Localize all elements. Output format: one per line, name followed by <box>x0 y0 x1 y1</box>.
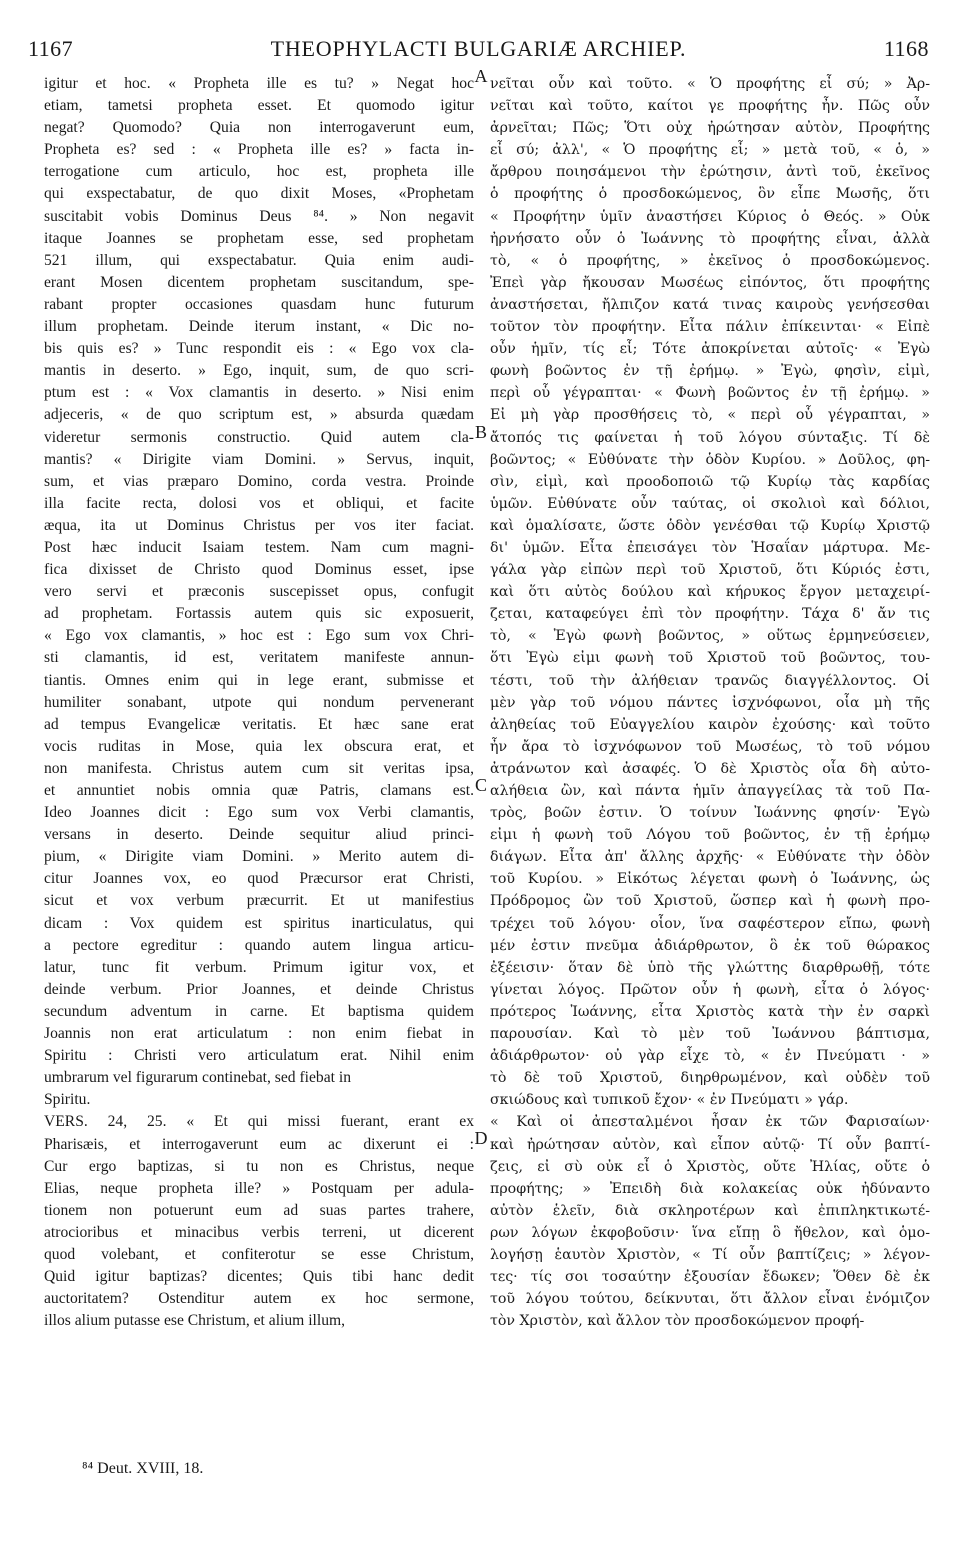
latin-line: non manifesta. Christus autem cum sit veritas ipsa, <box>44 759 474 777</box>
greek-line: « Καὶ οἱ ἀπεσταλμένοι ἦσαν ἐκ τῶν Φαρισαίων· <box>490 1114 930 1131</box>
greek-line: ζεις, εἰ σὺ οὐκ εἶ ὁ Χριστὸς, οὔτε Ἠλίας, οὔτε ὁ <box>490 1158 930 1175</box>
section-marker-c: C <box>474 775 487 795</box>
latin-line: ad prophetam. Fortassis autem quis sic exposuerit, <box>44 605 474 623</box>
latin-line: quod volebant, et confiterotur se esse Christum, <box>44 1245 474 1263</box>
latin-line: latur, tunc fit verbum. Primum igitur vox, et <box>44 958 474 976</box>
greek-line: ὁ προφήτης ὁ προσδοκώμενος, ὃν εἶπε Μωσῆς, ὅτι <box>490 186 930 203</box>
greek-line: δι' ὑμῶν. Εἶτα ἐπεισάγει τὸν Ἡσαΐαν μάρτυρα. Με- <box>490 539 930 556</box>
latin-line: qui exspectabatur, de quo dixit Moses, «Prophetam <box>44 185 474 203</box>
latin-line: rabant propter occasiones quasdam hunc futurum <box>44 295 474 313</box>
latin-line: VERS. 24, 25. « Et qui missi fuerant, erant ex <box>44 1113 474 1131</box>
latin-line: igitur et hoc. « Propheta ille es tu? » Negat hoc <box>44 75 474 92</box>
latin-line: ptum est : « Vox clamantis in deserto. » Nisi enim <box>44 384 474 402</box>
latin-line: bis quis es? » Tunc respondit eis : « Ego vox cla- <box>44 340 474 358</box>
latin-line: pium, « Dirigite viam Domini. » Merito autem di- <box>44 848 474 866</box>
greek-line: ρων λόγων ἐκφοβοῦσιν· ἵνα εἴπῃ ὃ ἤθελον, καὶ ὁμο- <box>490 1224 930 1241</box>
left-page-number: 1167 <box>28 36 74 61</box>
latin-line: etiam, tametsi propheta esset. Et quomodo igitur <box>44 97 474 115</box>
greek-line: σκιώδους καὶ τυπικοῦ ἔχον· « ἐν Πνεύματι » γάρ. <box>490 1092 849 1109</box>
greek-line: « Προφήτην ὑμῖν ἀναστήσει Κύριος ὁ Θεός. » Οὐκ <box>490 208 930 225</box>
latin-line: mantis in deserto. » Ego, inquit, sum, de quo scri- <box>44 362 474 380</box>
greek-line: ἄτοπός τις φαίνεται ἡ τοῦ λόγου σύνταξις. Τί δὲ <box>490 429 930 446</box>
latin-line: fica dixisset de Christo quod Dominus esset, ipse <box>44 561 474 579</box>
greek-line: διάγων. Εἶτα ἀπ' ἄλλης ἀρχῆς· « Εὐθύνατε τὴν ὁδὸν <box>490 849 930 866</box>
latin-line: sti clamantis, id est, veritatem manifeste annun- <box>44 649 474 667</box>
greek-line: τὸ, « ὁ προφήτης, » ἐκεῖνος ὁ προσδοκώμενος. <box>490 252 930 269</box>
greek-line: ἀδιάρθρωτον· οὐ γὰρ εἶχε τὸ, « ἐν Πνεύματι · » <box>490 1048 930 1065</box>
latin-line: sum, et vias præparo Domino, corda vestra. Proinde <box>44 472 474 490</box>
latin-line: itaque Joannes se prophetam esse, sed prophetam <box>44 229 474 247</box>
greek-line: ζεται, καταφεύγει ἐπὶ τὸν προφήτην. Τάχα δ' ἄν τις <box>490 606 930 623</box>
latin-line: terrogatione cum articulo, hoc est, propheta ille <box>44 163 474 181</box>
section-marker-d: D <box>474 1128 488 1148</box>
greek-line: Πρόδρομος ὢν τοῦ Χριστοῦ, ὥσπερ καὶ ἡ φωνὴ προ- <box>490 893 930 910</box>
greek-line: αὐτὸν ἑλεῖν, διὰ σκληροτέρων καὶ ἐπιπληκτικωτέ- <box>490 1202 930 1219</box>
greek-line: νεῖται οὖν καὶ τοῦτο. « Ὁ προφήτης εἶ σύ; » Ἀρ- <box>490 76 930 92</box>
latin-line: Cur ergo baptizas, si tu non es Christus, neque <box>44 1157 474 1175</box>
latin-line: Joannis non erat articulatum : non enim fiebat in <box>44 1025 474 1043</box>
latin-column <box>44 73 474 1332</box>
latin-line: Spiritu : Christi vero articulatum erat. Nihil enim <box>44 1047 474 1065</box>
greek-line: τὸ, « Ἐγὼ φωνὴ βοῶντος, » οὕτως ἑρμηνεύσειεν, <box>490 628 930 645</box>
latin-line: deinde verbum. Prior Joannes, et deinde Christus <box>44 980 474 998</box>
greek-line: εἶ σύ; ἀλλ', « Ὁ προφήτης εἶ; » μετὰ τοῦ, « ὁ, » <box>490 142 930 159</box>
greek-line: τέστι, τοῦ τὴν ἀλήθειαν τρανῶς διαγγέλλοντος. Οἱ <box>490 672 930 689</box>
greek-line: λογήσῃ ἑαυτὸν Χριστὸν, « Τί οὖν βαπτίζεις; » λέγον- <box>490 1246 930 1263</box>
greek-line: Εἰ μὴ γὰρ προσθήσεις τὸ, « περὶ οὗ γέγραπται, » <box>490 407 930 424</box>
greek-line: τοῦτον τὸν προφήτην. Εἶτα πάλιν ἐπίκεινται· « Εἰπὲ <box>490 319 930 336</box>
latin-line: illum prophetam. Deinde iterum instant, « Dic no- <box>44 318 474 336</box>
latin-line: vocis ruditas in Mose, quia lex obscura erat, et <box>44 737 474 755</box>
greek-line: ἀληθείας τοῦ Εὐαγγελίου καιρὸν ἐχούσης· καὶ τοῦτο <box>490 716 930 733</box>
latin-line: vero servi et præconis suscepisset opus, confugit <box>44 583 474 601</box>
right-page-number: 1168 <box>883 36 929 61</box>
greek-line: τες· τίς σοι τοσαύτην ἐξουσίαν ἔδωκεν; Ὅθεν δὲ ἐκ <box>490 1269 930 1286</box>
greek-line: τοῦ Κυρίου. » Εἰκότως λέγεται φωνὴ ὁ Ἰωάννης, ὡς <box>490 871 930 888</box>
greek-line: γάλα γὰρ εἰπὼν περὶ τοῦ Χριστοῦ, ὅτι Κύριός ἐστι, <box>490 562 930 579</box>
latin-line: negat? Quomodo? Quia non interrogaverunt eum, <box>44 119 474 137</box>
greek-line: ἀναστήσεται, ἤλπιζον κατά τινας καιροὺς γενήσεσθαι <box>490 296 930 313</box>
greek-line: Ἐπεὶ γὰρ ἤκουσαν Μωσέως εἰπόντος, ὅτι προφήτης <box>490 274 930 291</box>
latin-line: æqua, ita ut Dominus Christus per vos iter faciat. <box>44 516 474 534</box>
greek-line: παρουσίαν. Καὶ τὸ μὲν τοῦ Ἰωάννου βάπτισμα, <box>490 1026 930 1043</box>
greek-line: εἰμι ἡ φωνὴ τοῦ Λόγου τοῦ βοῶντος, ἐν τῇ ἐρήμῳ <box>490 827 930 844</box>
latin-line: dicam : Vox quidem est spiritus inarticulatus, qui <box>44 914 474 932</box>
latin-line: Spiritu. <box>44 1091 91 1109</box>
latin-line: tiantis. Omnes enim qui in lege erant, submisse et <box>44 671 474 689</box>
greek-line: τρέχει τοῦ λόγου· οἷον, ἵνα σαφέστερον εἴπω, φωνὴ <box>490 915 930 932</box>
greek-line: ὅτι Ἐγὼ εἰμι φωνὴ τοῦ Χριστοῦ τοῦ βοῶντος, του- <box>490 650 930 667</box>
latin-line: mantis? « Dirigite viam Domini. » Servus, inquit, <box>44 450 474 468</box>
latin-line: Propheta es? sed : « Propheta ille es? » facta in- <box>44 141 474 159</box>
greek-line: προφήτης; » Ἐπειδὴ διὰ κολακείας οὐκ ἠδύναντο <box>490 1180 930 1197</box>
running-title: THEOPHYLACTI BULGARIÆ ARCHIEP. <box>270 36 687 61</box>
greek-line: μὲν γὰρ τοῦ νόμου πάντες ἰσχνόφωνοι, οἷα μὴ τῆς <box>490 694 930 711</box>
greek-column <box>490 73 930 1332</box>
latin-line: Pharisæis, et interrogaverunt eum ac dixerunt ei : <box>44 1135 474 1153</box>
greek-line: φωνὴ βοῶντος ἐν τῇ ἐρήμῳ. » Ἐγὼ, φησὶν, εἰμὶ, <box>490 363 930 380</box>
latin-line: illos alium putasse ese Christum, et alium illum, <box>44 1312 346 1330</box>
greek-line: τὸ δὲ τοῦ Χριστοῦ, διηρθρωμένον, καὶ οὐδὲν τοῦ <box>490 1070 930 1087</box>
latin-line: citur Joannes vox, eo quod Præcursor erat Christi, <box>44 870 474 888</box>
greek-line: οὖν ἡμῖν, τίς εἶ; Τότε ἀποκρίνεται αὐτοῖς· « Ἐγὼ <box>490 341 930 358</box>
latin-line: umbrarum vel figurarum continebat, sed fiebat in <box>44 1069 352 1087</box>
latin-line: ad tempus Evangelicæ veritatis. Et hæc sane erat <box>44 715 474 733</box>
greek-line: μέν ἐστιν πνεῦμα ἀδιάρθρωτον, ὃ ἐκ τοῦ θώρακος <box>490 937 930 954</box>
latin-line: Ideo Joannes dicit : Ego sum vox Verbi clamantis, <box>44 804 474 822</box>
greek-line: περὶ οὗ γέγραπται· « Φωνὴ βοῶντος ἐν τῇ ἐρήμῳ. » <box>490 385 930 402</box>
latin-line: Post hæc inducit Isaiam testem. Nam cum magni- <box>44 538 474 556</box>
greek-line: γίνεται λόγος. Πρῶτον οὖν ἡ φωνὴ, εἶτα ὁ λόγος· <box>490 981 930 998</box>
latin-line: Elias, neque propheta ille? » Postquam per adula- <box>44 1179 474 1197</box>
greek-line: ἀρνεῖται; Πῶς; Ὅτι οὐχ ἠρώτησαν αὐτὸν, Προφήτης <box>490 120 930 137</box>
greek-line: αλήθεια ὢν, καὶ πάντα ἡμῖν ἀπαγγείλας τὰ τοῦ Πα- <box>490 783 930 799</box>
latin-line: et annuntiet nobis omnia quæ Patris, clamans est. <box>44 782 474 799</box>
greek-line: ἦν ἄρα τὸ ἰσχνόφωνον τοῦ Μωσέως, τὸ τοῦ νόμου <box>490 738 930 755</box>
latin-line: erant Mosen dicentem prophetam suscitandum, spe- <box>44 273 474 291</box>
latin-line: tionem non potuerunt eum ad suas partes trahere, <box>44 1201 474 1219</box>
latin-line: 521 illum, qui exspectabatur. Quia enim audi- <box>44 251 474 269</box>
latin-line: atrocioribus et minacibus verbis terreni, ut dicerent <box>44 1223 474 1241</box>
footnote: ⁸⁴ Deut. XVIII, 18. <box>82 1460 204 1477</box>
greek-line: νεῖται καὶ τοῦτο, καίτοι γε προφήτης ἦν. Πῶς οὖν <box>490 98 930 115</box>
greek-line: τοῦ λόγου τούτου, δείκνυται, ὅτι ἄλλον εἶναι ἐνόμιζον <box>490 1291 930 1308</box>
greek-line: ἐξέεισιν· ὅταν δὲ ὑπὸ τῆς γλώττης διαρθρωθῇ, τότε <box>490 959 930 976</box>
greek-line: πρότερος Ἰωάννης, εἶτα Χριστὸς κατὰ τὴν ἐν σαρκὶ <box>490 1003 930 1020</box>
latin-line: illa facite recta, dolosi vos et obliqui, et facite <box>44 494 474 512</box>
latin-line: adjeceris, « de quo scriptum est, » absurda quædam <box>44 406 474 424</box>
running-header <box>28 36 929 66</box>
latin-line: auctoritatem? Ostenditur autem ex hoc sermone, <box>44 1290 474 1308</box>
latin-line: versans in deserto. Deinde sequitur aliud princi- <box>44 826 474 844</box>
latin-line: videretur sermonis constructio. Quid autem cla- <box>44 428 474 446</box>
latin-line: humiliter sonabant, utpote qui nondum pervenerant <box>44 693 474 711</box>
greek-line: σὶν, εἰμὶ, καὶ προοδοποιῶ τῷ Κυρίῳ τὰς καρδίας <box>490 473 930 490</box>
greek-line: βοῶντος; « Εὐθύνατε τὴν ὁδὸν Κυρίου. » Δοῦλος, φη- <box>490 451 930 468</box>
section-marker-b: B <box>474 422 487 442</box>
greek-line: ἀτράνωτον καὶ ἀσαφές. Ὁ δὲ Χριστὸς οἷα δὴ αὐτο- <box>490 760 930 777</box>
greek-line: καὶ ὅτι αὐτὸς δούλου καὶ κήρυκος ἔργον μεταχειρί- <box>490 584 930 601</box>
greek-line: τρὸς, βοῶν ἐστιν. Ὁ τοίνυν Ἰωάννης φησίν· Ἐγὼ <box>490 805 930 822</box>
section-marker-a: A <box>474 66 488 86</box>
latin-line: sicut et vox verbum præcurrit. Et ut manifestius <box>44 892 474 910</box>
latin-line: Quid igitur baptizas? dicentes; Quis tibi hanc dedit <box>44 1268 474 1286</box>
latin-line: suscitabit vobis Dominus Deus ⁸⁴. » Non negavit <box>44 207 474 225</box>
greek-line: ἄρθρου ποιησάμενοι τὴν ἐρώτησιν, ἀντὶ τοῦ, ἐκεῖνος <box>490 164 930 181</box>
greek-line: τὸν Χριστὸν, καὶ ἄλλον τὸν προσδοκώμενον προφή- <box>490 1313 865 1330</box>
latin-line: a pectore egreditur : quando autem lingua articu- <box>44 936 474 954</box>
greek-line: καὶ ὁμαλίσατε, ὥστε ὁδὸν γενέσθαι τῷ Κυρίῳ Χριστῷ <box>490 517 930 534</box>
greek-line: ὑμῶν. Εὐθύνατε οὖν ταύτας, οἱ σκολιοὶ καὶ δόλιοι, <box>490 495 930 512</box>
greek-line: καὶ ἠρώτησαν αὐτὸν, καὶ εἶπον αὐτῷ· Τί οὖν βαπτί- <box>490 1136 930 1153</box>
latin-line: « Ego vox clamantis, » hoc est : Ego sum vox Chri- <box>44 627 474 645</box>
latin-line: secundum adventum in carne. Et baptisma quidem <box>44 1002 474 1020</box>
greek-line: ἠρνήσατο οὖν ὁ Ἰωάννης τὸ προφήτης εἶναι, ἀλλὰ <box>490 230 930 247</box>
